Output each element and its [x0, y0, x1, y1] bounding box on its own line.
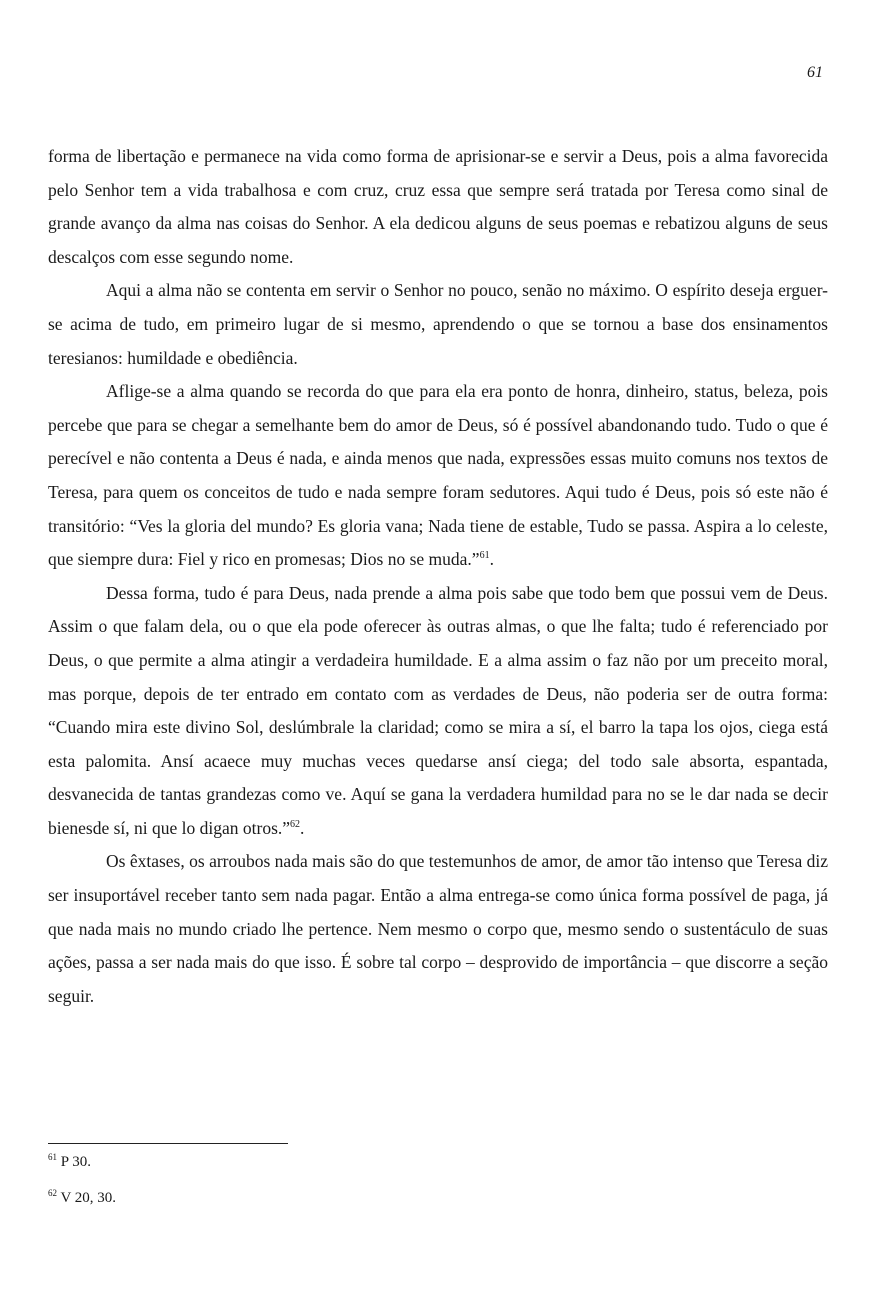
paragraph-text: Os êxtases, os arroubos nada mais são do que testemunhos de amor, de amor tão intenso que Teresa diz ser insuportável receber tanto sem nada pagar. Então a alma entrega-se como única forma possível de paga, já que nada mais no mundo criado lhe pertence. Nem mesmo o corpo que, mesmo sendo o sustentáculo de suas ações, passa a ser nada mais do que isso. É sobre tal corpo – desprovido de importância – que discorre a seção seguir. — [48, 851, 828, 1006]
footnote-ref: 62 — [290, 818, 301, 830]
footnote-divider — [48, 1143, 288, 1144]
body-text — [48, 140, 828, 1013]
page-number: 61 — [807, 64, 823, 81]
footnote-text: P 30. — [60, 1154, 92, 1170]
paragraph — [48, 274, 828, 375]
paragraph-text: . — [300, 817, 305, 838]
paragraph — [48, 140, 828, 274]
paragraph-text: . — [489, 549, 494, 570]
paragraph-text: Aqui a alma não se contenta em servir o Senhor no pouco, senão no máximo. O espírito deseja erguer-se acima de tudo, em primeiro lugar de si mesmo, aprendendo o que se tornou a base dos ensinamentos teresianos: humildade e obediência. — [48, 280, 828, 368]
paragraph — [48, 845, 828, 1013]
paragraph-text: forma de libertação e permanece na vida como forma de aprisionar-se e servir a Deus, pois a alma favorecida pelo Senhor tem a vida trabalhosa e com cruz, cruz essa que sempre será tratada por Teresa como sinal de grande avanço da alma nas coisas do Senhor. A ela dedicou alguns de seus poemas e rebatizou alguns de seus descalços com esse segundo nome. — [48, 146, 828, 267]
footnote-62 — [48, 1190, 116, 1207]
footnote-text: V 20, 30. — [60, 1190, 117, 1206]
paragraph — [48, 375, 828, 577]
footnote-number: 61 — [48, 1152, 57, 1162]
paragraph-text: Dessa forma, tudo é para Deus, nada prende a alma pois sabe que todo bem que possui vem de Deus. Assim o que falam dela, ou o que ela pode oferecer às outras almas, o que lhe falta; tudo é referenciado por Deus, o que permite a alma atingir a verdadeira humildade. E a alma assim o faz não por um preceito moral, mas porque, depois de ter entrado em contato com as verdades de Deus, não poderia ser de outra forma: “Cuando mira este divino Sol, deslúmbrale la claridad; como se mira a sí, el barro la tapa los ojos, ciega está esta palomita. Ansí acaece muy muchas veces quedarse ansí ciega; del todo sale absorta, espantada, desvanecida de tantas grandezas como ve. Aquí se gana la verdadera humildad para no se le dar nada se decir bienesde sí, ni que lo digan otros.” — [48, 582, 828, 838]
paragraph-text: Aflige-se a alma quando se recorda do que para ela era ponto de honra, dinheiro, status, beleza, pois percebe que para se chegar a semelhante bem do amor de Deus, só é possível abandonando tudo. Tudo o que é perecível e não contenta a Deus é nada, e ainda menos que nada, expressões essas muito comuns nos textos de Teresa, para quem os conceitos de tudo e nada sempre foram sedutores. Aqui tudo é Deus, pois só este não é transitório: “Ves la gloria del mundo? Es gloria vana; Nada tiene de estable, Tudo se passa. Aspira a lo celeste, que siempre dura: Fiel y rico en promesas; Dios no se muda.” — [48, 381, 828, 570]
footnote-number: 62 — [48, 1188, 57, 1198]
footnote-ref: 61 — [479, 550, 490, 562]
paragraph — [48, 577, 828, 846]
footnote-61 — [48, 1154, 91, 1171]
